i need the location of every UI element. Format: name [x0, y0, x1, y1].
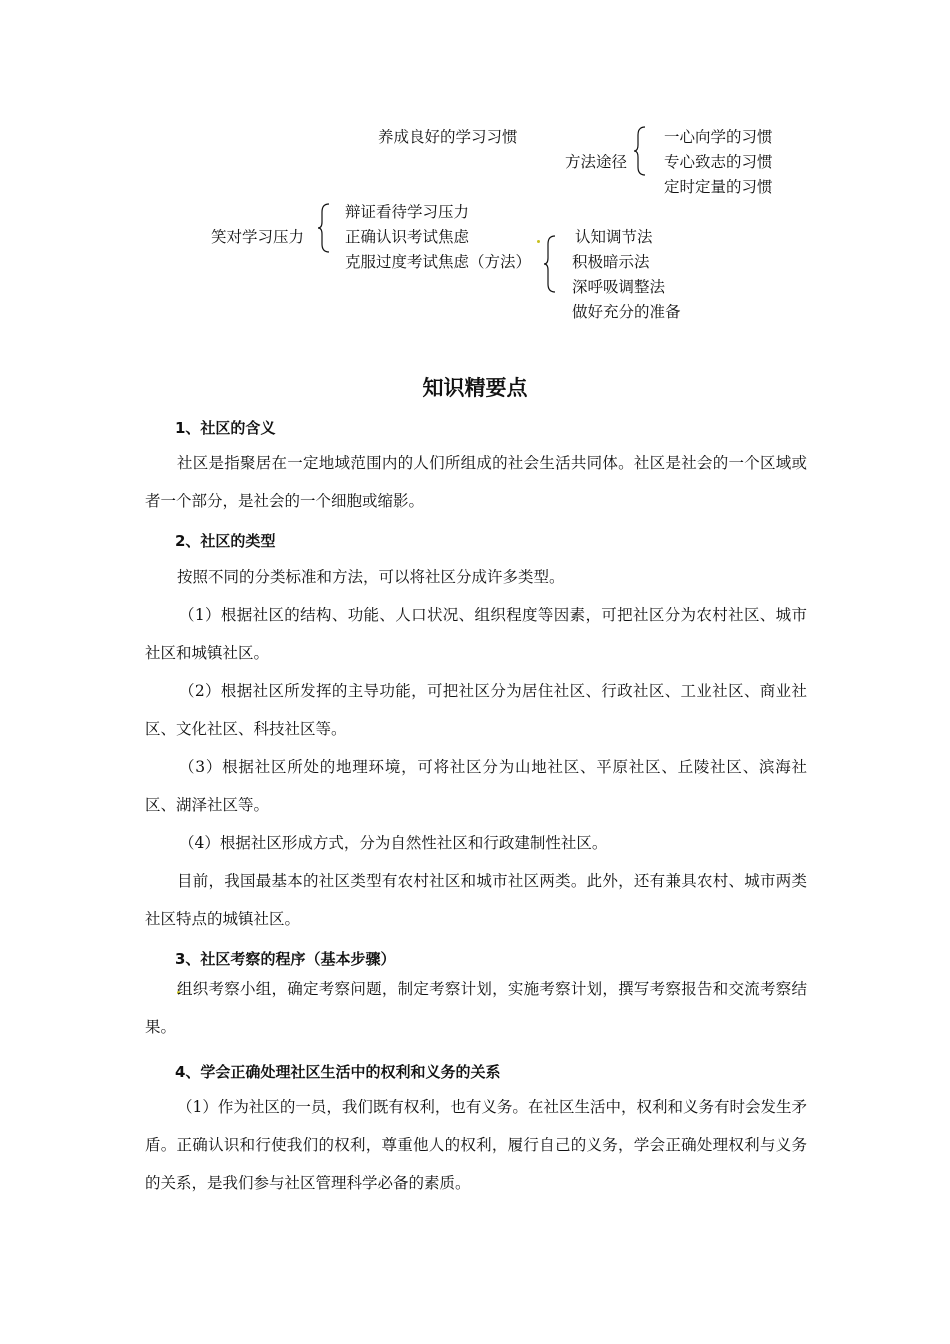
heading-3: 3、社区考察的程序（基本步骤） [175, 950, 396, 968]
habit-method-1: 一心向学的习惯 [664, 128, 773, 146]
section-title: 知识精要点 [422, 376, 528, 400]
pressure-topic: 笑对学习压力 [211, 228, 305, 246]
paragraph-2-2: （1）根据社区的结构、功能、人口状况、组织程度等因素，可把社区分为农村社区、城市社区和城镇社区。 [145, 606, 807, 662]
paragraph-2-5: （4）根据社区形成方式，分为自然性社区和行政建制性社区。 [179, 834, 608, 852]
pressure-item-1: 辩证看待学习压力 [345, 203, 470, 221]
heading-1: 1、社区的含义 [175, 419, 276, 437]
habit-method-2: 专心致志的习惯 [664, 153, 773, 171]
habit-topic: 养成良好的学习习惯 [378, 128, 518, 146]
paragraph-2-4: （3）根据社区所处的地理环境，可将社区分为山地社区、平原社区、丘陵社区、滨海社区、湖泽社区等。 [145, 758, 807, 814]
heading-2: 2、社区的类型 [175, 532, 276, 550]
pressure-brace [316, 202, 332, 254]
paragraph-2-6: 目前，我国最基本的社区类型有农村社区和城市社区两类。此外，还有兼具农村、城市两类社区特点的城镇社区。 [145, 872, 807, 928]
heading-4: 4、学会正确处理社区生活中的权利和义务的关系 [175, 1063, 501, 1081]
habit-brace [632, 125, 648, 177]
pressure-method-brace [542, 234, 558, 294]
pressure-method-1: 认知调节法 [575, 228, 653, 246]
habit-method-label: 方法途径 [565, 153, 628, 171]
paragraph-3-1: 组织考察小组，确定考察问题，制定考察计划，实施考察计划，撰写考察报告和交流考察结果。 [145, 980, 807, 1036]
paragraph-2-3: （2）根据社区所发挥的主导功能，可把社区分为居住社区、行政社区、工业社区、商业社区、文化社区、科技社区等。 [145, 682, 807, 738]
pressure-item-3: 克服过度考试焦虑（方法） [345, 253, 532, 271]
speck-mark [537, 240, 540, 243]
paragraph-4-1: （1）作为社区的一员，我们既有权利，也有义务。在社区生活中，权利和义务有时会发生矛盾。正确认识和行使我们的权利，尊重他人的权利，履行自己的义务，学会正确处理权利与义务的关系，是我们参与社区管理科学必备的素质。 [145, 1098, 807, 1192]
pressure-method-4: 做好充分的准备 [572, 303, 681, 321]
pressure-method-3: 深呼吸调整法 [572, 278, 666, 296]
paragraph-2-1: 按照不同的分类标准和方法，可以将社区分成许多类型。 [177, 568, 565, 586]
pressure-method-2: 积极暗示法 [572, 253, 650, 271]
paragraph-1-1: 社区是指聚居在一定地域范围内的人们所组成的社会生活共同体。社区是社会的一个区域或者一个部分，是社会的一个细胞或缩影。 [145, 454, 807, 510]
pressure-item-2: 正确认识考试焦虑 [345, 228, 470, 246]
habit-method-3: 定时定量的习惯 [664, 178, 773, 196]
